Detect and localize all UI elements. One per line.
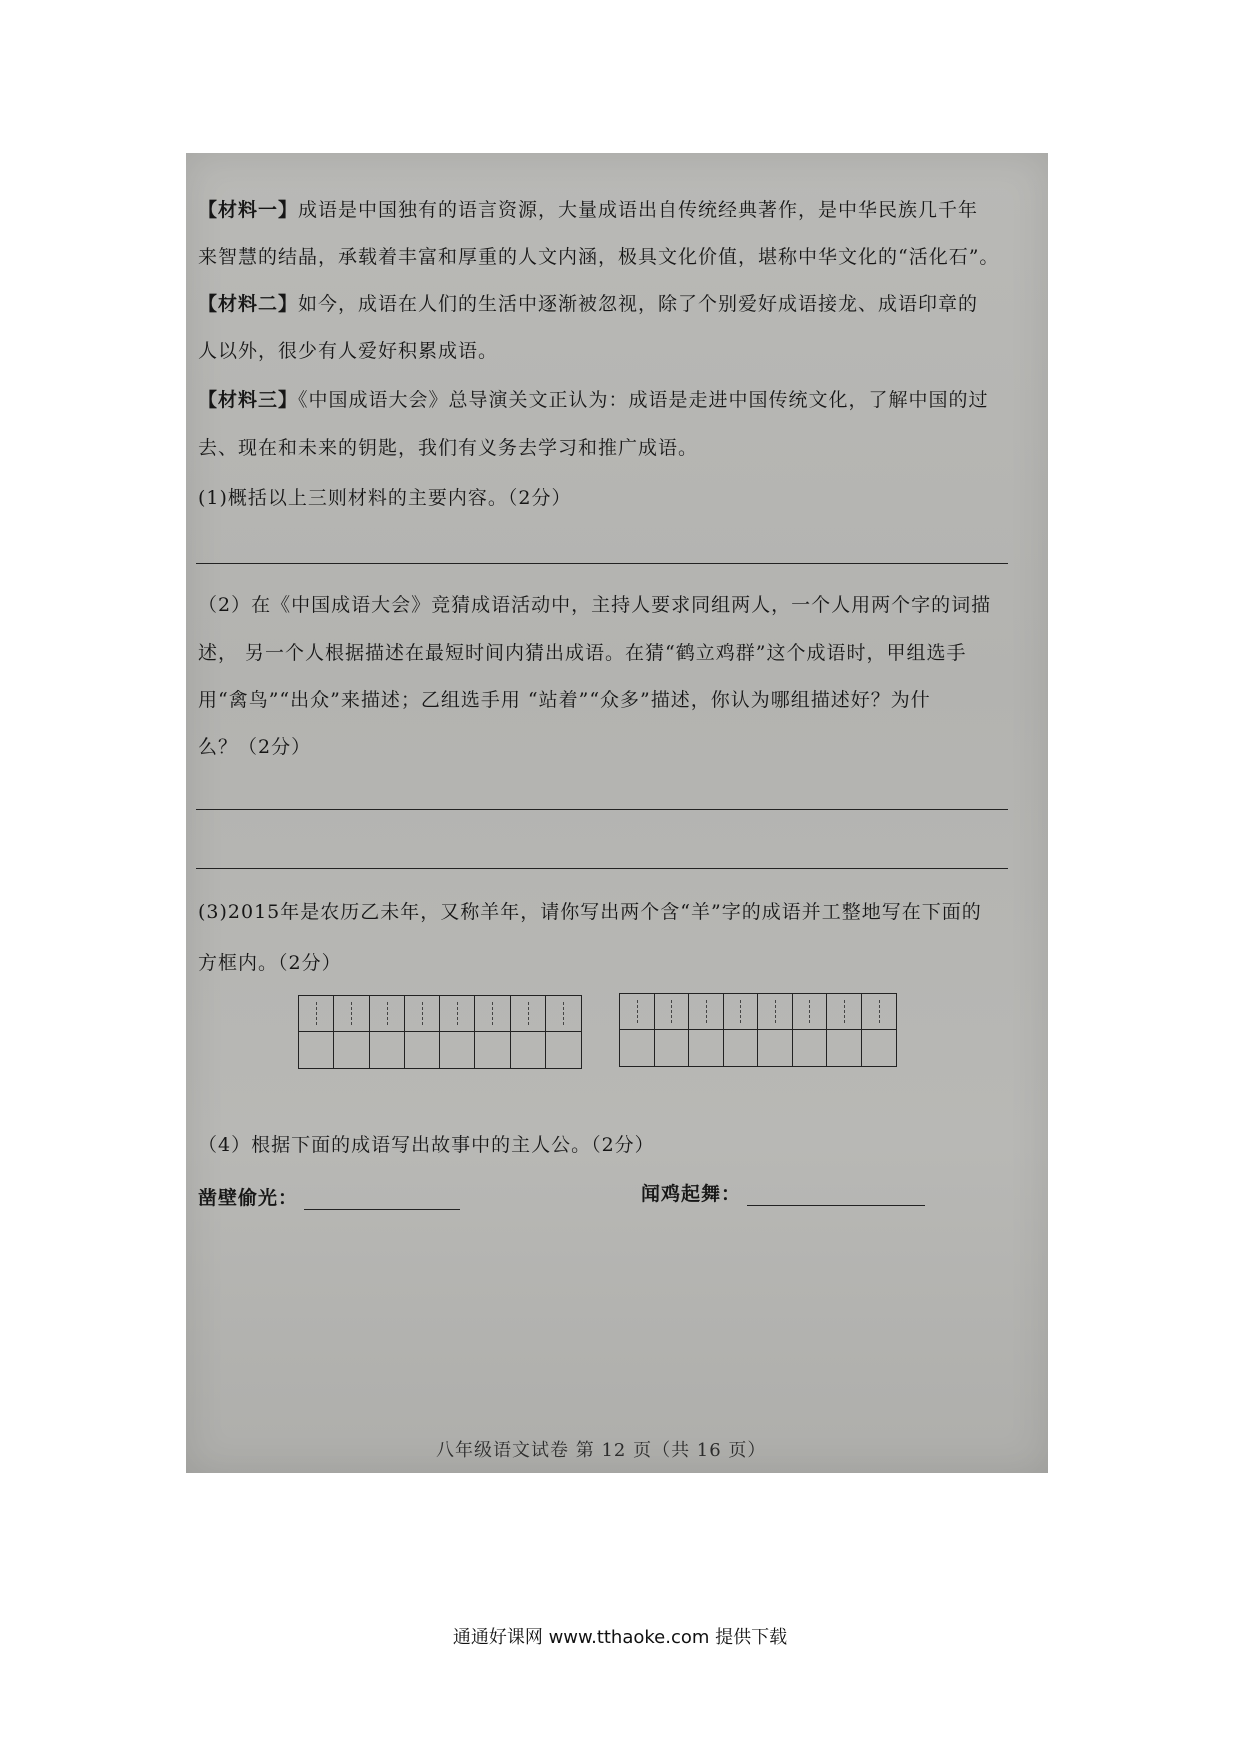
material-2-line-1: 【材料二】如今，成语在人们的生活中逐渐被忽视，除了个别爱好成语接龙、成语印章的 [198, 293, 979, 315]
page-footer: 八年级语文试卷 第 12 页（共 16 页） [436, 1440, 767, 1461]
material-1-label: 【材料一】 [198, 199, 299, 221]
question-3-line-2: 方框内。（2分） [198, 952, 342, 974]
grid-cell[interactable] [620, 1030, 655, 1066]
grid-cell[interactable] [689, 994, 724, 1030]
grid-cell[interactable] [546, 1032, 581, 1068]
idiom-1-label: 凿壁偷光： [198, 1187, 299, 1209]
question-4: （4）根据下面的成语写出故事中的主人公。（2分） [198, 1134, 655, 1156]
grid-cell[interactable] [724, 1030, 759, 1066]
question-3-line-1: (3)2015年是农历乙未年，又称羊年，请你写出两个含“羊”字的成语并工整地写在下面的 [198, 901, 982, 923]
grid-cell[interactable] [405, 1032, 440, 1068]
grid-cell[interactable] [370, 996, 405, 1032]
material-1-line-1: 【材料一】成语是中国独有的语言资源，大量成语出自传统经典著作，是中华民族几千年 [198, 199, 979, 221]
grid-cell[interactable] [334, 1032, 369, 1068]
grid-cell[interactable] [827, 1030, 862, 1066]
grid-cell[interactable] [793, 1030, 828, 1066]
idiom-1-answer-blank[interactable] [304, 1193, 460, 1210]
grid-cell[interactable] [299, 1032, 334, 1068]
grid-cell[interactable] [511, 1032, 546, 1068]
material-1-line-2: 来智慧的结晶，承载着丰富和厚重的人文内涵，极具文化价值，堪称中华文化的“活化石”。 [198, 246, 1000, 268]
question-1: (1)概括以上三则材料的主要内容。（2分） [198, 487, 572, 509]
grid-cell[interactable] [334, 996, 369, 1032]
question-2-line-1: （2）在《中国成语大会》竞猜成语活动中，主持人要求同组两人，一个人用两个字的词描 [198, 594, 992, 616]
grid-cell[interactable] [758, 994, 793, 1030]
material-3-label: 【材料三】 [198, 389, 299, 411]
grid-cell[interactable] [862, 1030, 897, 1066]
grid-cell[interactable] [370, 1032, 405, 1068]
grid-cell[interactable] [689, 1030, 724, 1066]
answer-line-q2-2[interactable] [196, 868, 1008, 869]
download-credit: 通通好课网 www.tthaoke.com 提供下载 [452, 1627, 788, 1648]
answer-line-q1[interactable] [196, 563, 1008, 564]
question-2-line-3: 用“禽鸟”“出众”来描述；乙组选手用 “站着”“众多”描述，你认为哪组描述好？为什 [198, 689, 931, 711]
grid-cell[interactable] [827, 994, 862, 1030]
idiom-2-row [641, 1179, 925, 1206]
grid-cell[interactable] [620, 994, 655, 1030]
idiom-2-label: 闻鸡起舞： [641, 1183, 742, 1205]
idiom-1-row [198, 1183, 460, 1210]
grid-cell[interactable] [299, 996, 334, 1032]
idiom-2-answer-blank[interactable] [747, 1189, 925, 1206]
grid-cell[interactable] [405, 996, 440, 1032]
grid-cell[interactable] [655, 1030, 690, 1066]
grid-cell[interactable] [546, 996, 581, 1032]
grid-cell[interactable] [475, 1032, 510, 1068]
grid-cell[interactable] [793, 994, 828, 1030]
answer-line-q2-1[interactable] [196, 809, 1008, 810]
grid-cell[interactable] [440, 996, 475, 1032]
grid-cell[interactable] [862, 994, 897, 1030]
idiom-writing-grid-1[interactable] [298, 995, 582, 1069]
material-2-line-2: 人以外，很少有人爱好积累成语。 [198, 340, 499, 362]
scanned-exam-page [186, 153, 1048, 1473]
material-2-label: 【材料二】 [198, 293, 299, 315]
grid-cell[interactable] [758, 1030, 793, 1066]
idiom-writing-grid-2[interactable] [619, 993, 897, 1067]
grid-cell[interactable] [475, 996, 510, 1032]
grid-cell[interactable] [440, 1032, 475, 1068]
grid-cell[interactable] [724, 994, 759, 1030]
material-3-line-1: 【材料三】《中国成语大会》总导演关文正认为：成语是走进中国传统文化，了解中国的过 [198, 389, 989, 411]
question-2-line-2: 述， 另一个人根据描述在最短时间内猜出成语。在猜“鹤立鸡群”这个成语时，甲组选手 [198, 642, 967, 664]
grid-cell[interactable] [511, 996, 546, 1032]
material-3-line-2: 去、现在和未来的钥匙，我们有义务去学习和推广成语。 [198, 437, 699, 459]
question-2-line-4: 么？（2分） [198, 736, 312, 758]
grid-cell[interactable] [655, 994, 690, 1030]
